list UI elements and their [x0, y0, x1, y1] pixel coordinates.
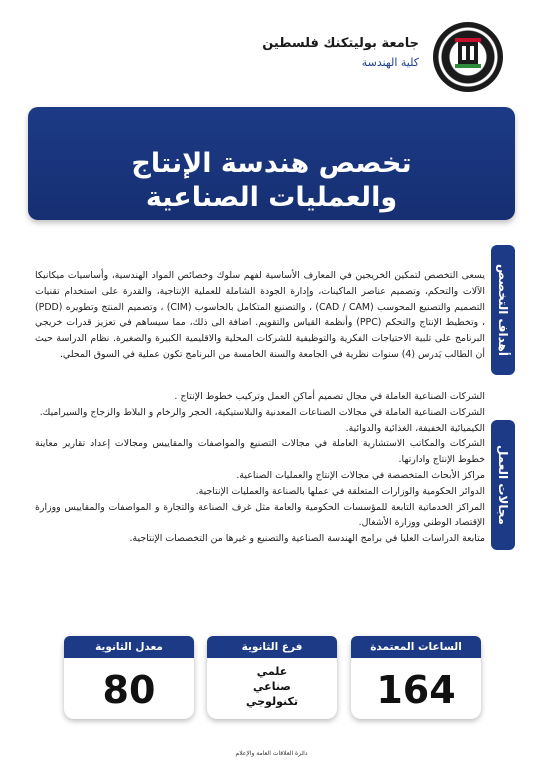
ppu-logo-icon: [433, 22, 503, 92]
average-label: معدل الثانوية: [64, 636, 194, 658]
footer-text: دائرة العلاقات العامة والإعلام: [235, 750, 308, 757]
branch-label: فرع الثانوية: [207, 636, 337, 658]
list-item: مراكز الأبحاث المتخصصة في مجالات الإنتاج والعمليات الصناعية.: [236, 469, 485, 481]
list-item: الشركات الصناعية العاملة في مجال تصميم أماكن العمل وتركيب خطوط الإنتاج .: [174, 391, 485, 402]
list-item: المراكز الخدماتية التابعة للمؤسسات الحكومية والعامة مثل غرف الصناعة والتجارة و المواصفات والمقاييس ووزارة الإقتصاد الوطني ووزارة الأشغال.: [35, 501, 485, 529]
credit-hours-label: الساعات المعتمدة: [351, 636, 481, 658]
list-item: الشركات والمكاتب الاستشارية العاملة في مجالات التصنيع والمواصفات والمقاييس ومجالات إعداد تقارير معاينة خطوط الإنتاج وادارتها.: [35, 438, 485, 466]
branch-line: علمي: [256, 665, 288, 678]
list-item: الشركات الصناعية العاملة في مجالات الصناعات المعدنية والبلاستيكية، الحجر والرخام و البلاط والزجاج والسيراميك.: [39, 406, 485, 418]
header: [203, 22, 503, 94]
banner-title-line2: والعمليات الصناعية: [145, 182, 398, 213]
list-item: الدوائر الحكومية والوزارات المتعلقة في عملها بالصناعة والعمليات الإنتاجية.: [195, 485, 485, 497]
branch-line: تكنولوجي: [246, 695, 298, 708]
list-item: الكيميائية الخفيفة، الغذائية والدوائية.: [345, 422, 485, 434]
average-value: 80: [102, 668, 156, 712]
list-item: متابعة الدراسات العليا في برامج الهندسة الصناعية والتصنيع و غيرها من التخصصات الإنتاجية.: [129, 533, 485, 545]
objectives-tab: [491, 245, 515, 375]
fields-tab-label: مجالات العمل: [496, 445, 510, 525]
credit-hours-value: 164: [376, 668, 456, 712]
objectives-tab-label: أهداف التخصص: [496, 264, 510, 356]
branch-lines: [207, 664, 337, 709]
fields-tab: [491, 420, 515, 550]
objectives-paragraph: يسعى التخصص لتمكين الخريجين في المعارف الأساسية لفهم سلوك وخصائص المواد الهندسية، وأساسيات ميكانيكا الآلات والتحكم، وتصميم عناصر الماكينات، وإدارة الجودة الشاملة للعملية الإنتاجية، والقدرة على استخدام تقنيات التصميم والتصنيع المحوسب (CAD / CAM) ، والتصنيع المتكامل بالحاسوب (CIM) ، وتصميم المنتج وتطويره (PDD) ، وتخطيط الإنتاج والتحكم (PPC) وأنظمة القياس والتقويم. اضافة الى ذلك، مما سيساهم في تعزيز قدرات خريجي البرنامج على تلبية الاحتياجات الفكرية والتوظيفية للشركات المحلية والاقليمية الكبيرة والصغيرة. نظام الدراسة حيث أن الطالب يَدرس (4) سنوات نظرية في الجامعة والسنة الخامسة من البرنامج تكون عملية في السوق المحلي.: [35, 270, 485, 360]
college-name: كلية الهندسة: [361, 56, 419, 69]
university-name: جامعة بوليتكنك فلسطين: [262, 36, 419, 51]
fields-list: [35, 389, 485, 547]
banner-title-line1: تخصص هندسة الإنتاج: [131, 148, 412, 179]
title-banner: [28, 107, 515, 220]
branch-line: صناعي: [253, 680, 291, 693]
